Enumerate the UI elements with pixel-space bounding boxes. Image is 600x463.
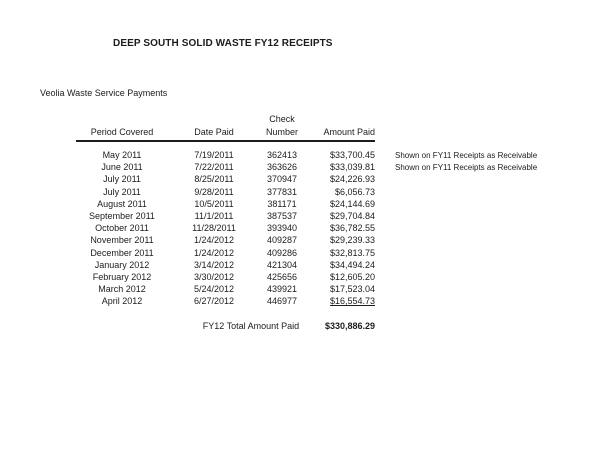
table-header-row-2	[76, 125, 600, 138]
amount-paid-cell: $24,144.69	[329, 198, 375, 209]
date-paid-cell: 1/24/2012	[193, 247, 235, 258]
date-paid-cell: 11/28/2011	[192, 223, 236, 234]
amount-paid-cell: $29,704.84	[329, 211, 375, 222]
check-number-cell: 362413	[266, 150, 298, 161]
amount-paid-cell: $33,039.81	[329, 162, 375, 173]
column-header-check-line2: Number	[265, 126, 298, 137]
check-number-cell: 381171	[267, 198, 297, 209]
check-number-cell: 409287	[266, 235, 298, 246]
date-paid-cell: 11/1/2011	[194, 211, 234, 222]
table-header	[76, 112, 600, 142]
period-covered-cell: February 2012	[92, 271, 152, 282]
period-covered-cell: July 2011	[103, 186, 141, 197]
receivable-note: Shown on FY11 Receipts as Receivable	[395, 162, 538, 172]
amount-paid-cell: $17,523.04	[329, 284, 375, 295]
table-row	[76, 222, 600, 234]
period-covered-cell: May 2011	[102, 150, 142, 161]
date-paid-cell: 3/14/2012	[193, 259, 235, 270]
check-number-cell: 446977	[266, 296, 298, 307]
period-covered-cell: April 2012	[101, 296, 143, 307]
period-covered-cell: December 2011	[90, 247, 154, 258]
check-number-cell: 393940	[266, 223, 298, 234]
table-row	[76, 210, 600, 222]
table-row	[76, 161, 600, 173]
receivable-note: Shown on FY11 Receipts as Receivable	[395, 150, 538, 160]
header-rule	[76, 140, 375, 142]
check-number-cell: 370947	[266, 174, 298, 185]
table-row	[76, 149, 600, 161]
amount-paid-cell: $6,056.73	[334, 186, 375, 197]
date-paid-cell: 7/19/2011	[194, 150, 234, 161]
table-row	[76, 271, 600, 283]
total-amount: $330,886.29	[324, 320, 375, 331]
period-covered-cell: July 2011	[103, 174, 141, 185]
period-covered-cell: June 2011	[101, 162, 143, 173]
check-number-cell: 409286	[266, 247, 298, 258]
table-row	[76, 198, 600, 210]
section-subtitle: Veolia Waste Service Payments	[40, 88, 168, 98]
page-title: DEEP SOUTH SOLID WASTE FY12 RECEIPTS	[113, 38, 333, 49]
check-number-cell: 363626	[266, 162, 298, 173]
period-covered-cell: August 2011	[97, 198, 147, 209]
period-covered-cell: November 2011	[90, 235, 154, 246]
amount-paid-cell: $36,782.55	[329, 223, 375, 234]
table-row	[76, 259, 600, 271]
table-total-row	[76, 319, 600, 332]
check-number-cell: 439921	[266, 284, 298, 295]
period-covered-cell: September 2011	[89, 211, 155, 222]
amount-paid-cell: $24,226.93	[329, 174, 375, 185]
date-paid-cell: 8/25/2011	[194, 174, 234, 185]
column-header-check-line1: Check	[269, 113, 295, 124]
total-label: FY12 Total Amount Paid	[202, 320, 300, 331]
date-paid-cell: 6/27/2012	[193, 296, 235, 307]
period-covered-cell: March 2012	[98, 284, 146, 295]
table-row	[76, 283, 600, 295]
date-paid-cell: 7/22/2011	[194, 162, 234, 173]
amount-paid-cell: $34,494.24	[329, 259, 375, 270]
date-paid-cell: 5/24/2012	[193, 284, 235, 295]
table-row	[76, 234, 600, 246]
table-body	[76, 149, 600, 307]
date-paid-cell: 3/30/2012	[193, 271, 235, 282]
check-number-cell: 377831	[266, 186, 298, 197]
amount-paid-cell: $29,239.33	[329, 235, 375, 246]
check-number-cell: 387537	[266, 211, 298, 222]
column-header-amount-paid: Amount Paid	[323, 126, 375, 137]
check-number-cell: 421304	[266, 259, 298, 270]
table-row	[76, 186, 600, 198]
amount-paid-cell: $16,554.73	[329, 296, 375, 307]
table-row	[76, 173, 600, 185]
period-covered-cell: October 2011	[95, 223, 149, 234]
date-paid-cell: 9/28/2011	[194, 186, 234, 197]
amount-paid-cell: $33,700.45	[329, 150, 375, 161]
amount-paid-cell: $32,813.75	[329, 247, 375, 258]
table-row	[76, 247, 600, 259]
period-covered-cell: January 2012	[94, 259, 150, 270]
table-row	[76, 295, 600, 307]
payments-table	[76, 112, 600, 332]
date-paid-cell: 10/5/2011	[194, 198, 234, 209]
date-paid-cell: 1/24/2012	[193, 235, 235, 246]
column-header-date-paid: Date Paid	[194, 126, 234, 137]
table-header-row-1	[76, 112, 600, 125]
check-number-cell: 425656	[266, 271, 298, 282]
amount-paid-cell: $12,605.20	[329, 271, 375, 282]
column-header-period-covered: Period Covered	[90, 126, 154, 137]
